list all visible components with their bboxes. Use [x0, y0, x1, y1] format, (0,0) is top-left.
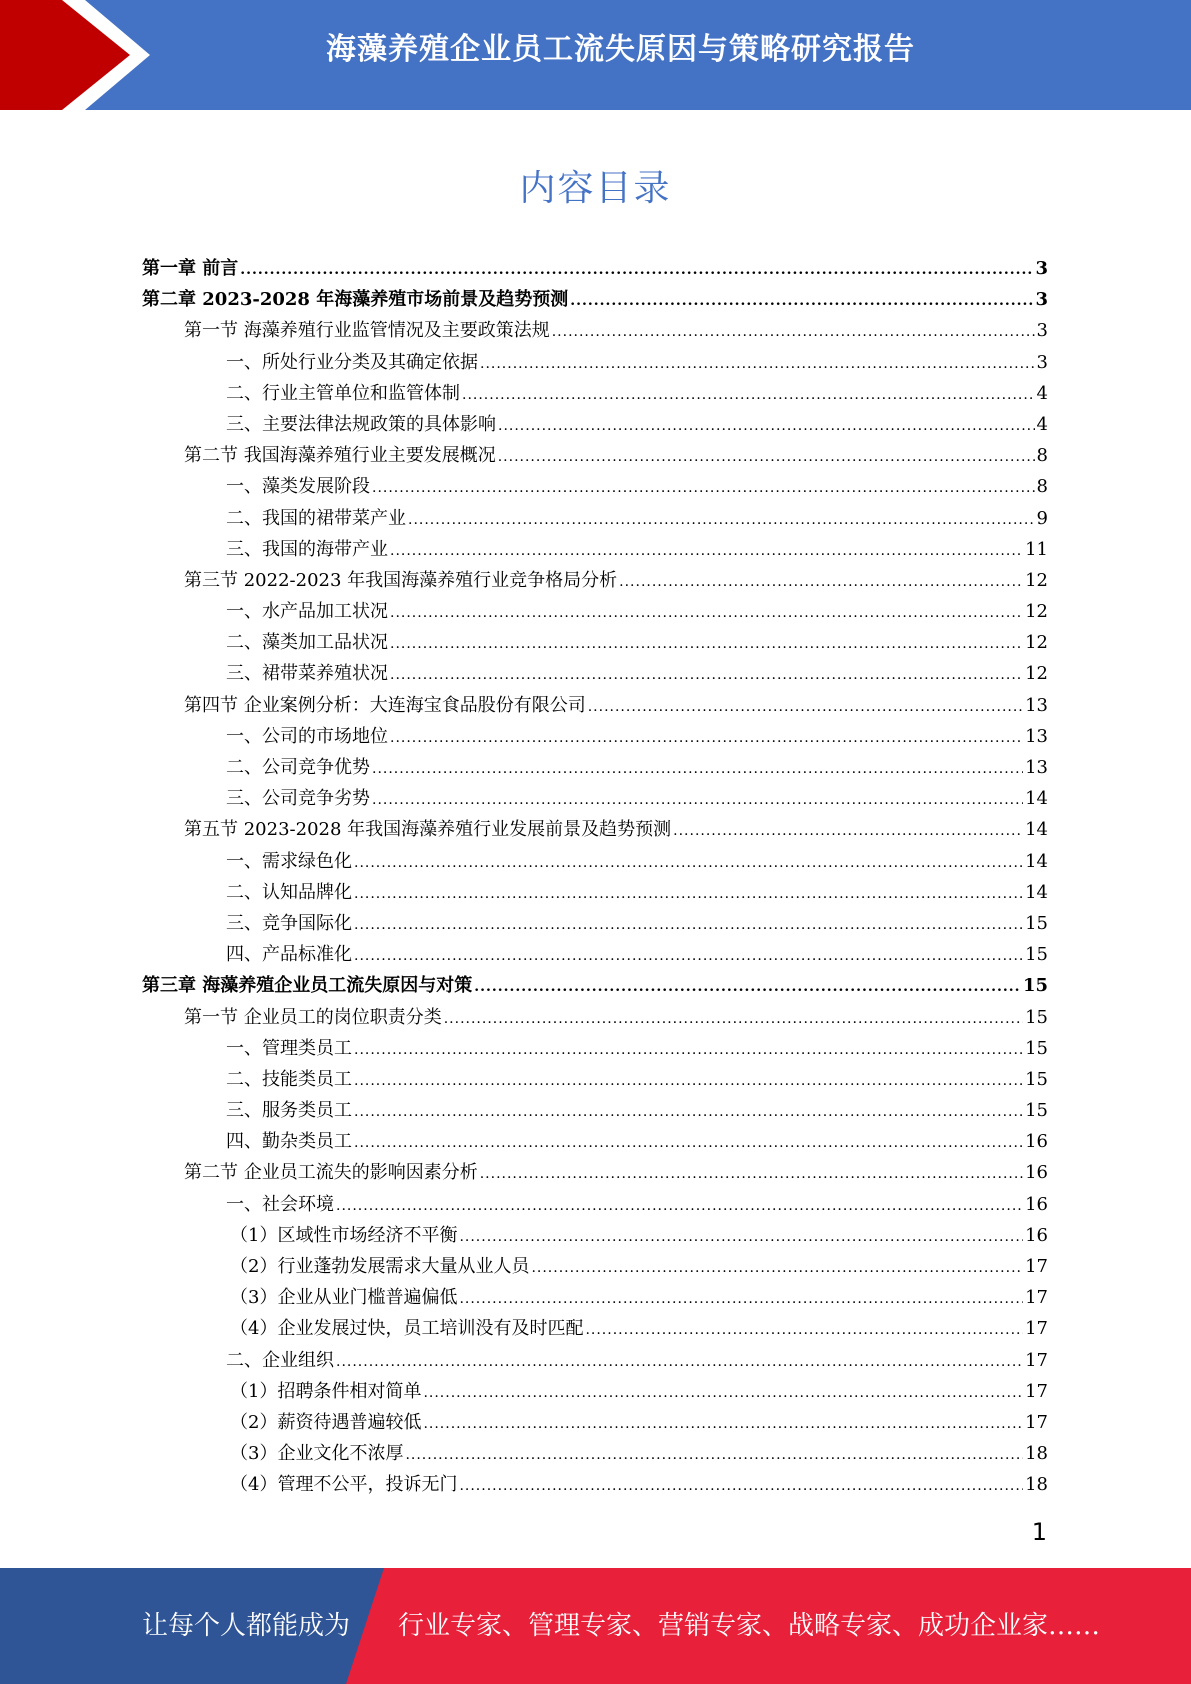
toc-entry-page: 3	[1035, 258, 1048, 279]
toc-entry[interactable]	[142, 1221, 1048, 1252]
toc-leader-dots	[354, 886, 1023, 902]
toc-entry-page: 3	[1035, 289, 1048, 311]
toc-entry-page: 16	[1025, 1193, 1048, 1215]
report-title: 海藻养殖企业员工流失原因与策略研究报告	[326, 32, 915, 67]
toc-entry-page: 14	[1025, 819, 1048, 841]
toc-entry-title: （3）企业文化不浓厚	[230, 1443, 404, 1465]
toc-leader-dots	[390, 543, 1023, 559]
toc-entry-title: 第二节 我国海藻养殖行业主要发展概况	[184, 445, 496, 467]
toc-entry-page: 15	[1025, 944, 1048, 966]
toc-leader-dots	[405, 1447, 1023, 1463]
toc-leader-dots	[390, 730, 1023, 746]
toc-entry-page: 18	[1025, 1443, 1048, 1465]
toc-entry-title: 一、需求绿色化	[226, 850, 352, 872]
toc-entry-title: 二、技能类员工	[226, 1068, 352, 1090]
toc-entry[interactable]	[142, 348, 1048, 379]
toc-leader-dots	[423, 1385, 1023, 1401]
toc-leader-dots	[390, 636, 1023, 652]
toc-entry-title: 二、我国的裙带菜产业	[226, 507, 406, 529]
toc-entry[interactable]	[142, 1034, 1048, 1065]
toc-leader-dots	[336, 1198, 1023, 1214]
toc-entry-title: 三、主要法律法规政策的具体影响	[226, 413, 496, 435]
toc-entry[interactable]	[142, 597, 1048, 628]
toc-entry[interactable]	[142, 1408, 1048, 1439]
toc-entry-page: 17	[1025, 1411, 1048, 1433]
toc-entry-title: 三、公司竞争劣势	[226, 788, 370, 810]
toc-leader-dots	[619, 574, 1023, 590]
toc-entry-title: （1）区域性市场经济不平衡	[230, 1224, 458, 1246]
toc-entry-page: 14	[1025, 788, 1048, 810]
toc-leader-dots	[459, 1478, 1023, 1494]
header-arrow-decoration	[0, 0, 150, 110]
toc-entry-title: 一、社会环境	[226, 1193, 334, 1215]
toc-entry-page: 11	[1025, 538, 1048, 560]
toc-entry-page: 17	[1025, 1380, 1048, 1402]
toc-entry-page: 17	[1025, 1287, 1048, 1309]
toc-leader-dots	[570, 293, 1033, 309]
toc-entry[interactable]	[142, 472, 1048, 503]
toc-leader-dots	[474, 979, 1021, 995]
toc-entry-page: 13	[1025, 757, 1048, 778]
toc-entry-title: 一、所处行业分类及其确定依据	[226, 351, 478, 373]
toc-entry[interactable]	[142, 847, 1048, 878]
toc-entry-title: 第三节 2022-2023 年我国海藻养殖行业竞争格局分析	[184, 569, 618, 591]
toc-entry[interactable]	[142, 504, 1048, 535]
toc-entry-page: 15	[1025, 1100, 1048, 1122]
toc-leader-dots	[372, 792, 1023, 808]
toc-entry-title: 三、竞争国际化	[226, 912, 352, 934]
toc-entry-title: 二、认知品牌化	[226, 881, 352, 903]
toc-entry-title: 二、藻类加工品状况	[226, 632, 388, 654]
toc-leader-dots	[390, 667, 1023, 683]
toc-entry-page: 13	[1025, 694, 1048, 716]
toc-entry[interactable]	[142, 628, 1048, 659]
toc-leader-dots	[498, 418, 1035, 434]
toc-entry-page: 15	[1025, 1068, 1048, 1090]
toc-entry-page: 16	[1025, 1224, 1048, 1246]
toc-entry[interactable]	[142, 722, 1048, 753]
toc-entry[interactable]	[142, 1439, 1048, 1470]
toc-entry-title: 二、公司竞争优势	[226, 757, 370, 778]
toc-entry-title: 第一节 企业员工的岗位职责分类	[184, 1006, 442, 1028]
toc-entry-title: 一、水产品加工状况	[226, 601, 388, 623]
toc-entry[interactable]	[142, 909, 1048, 940]
toc-entry[interactable]	[142, 971, 1048, 1002]
toc-entry[interactable]	[142, 940, 1048, 971]
toc-entry[interactable]	[142, 878, 1048, 909]
toc-entry[interactable]	[142, 1252, 1048, 1283]
toc-entry-page: 16	[1025, 1131, 1048, 1153]
toc-leader-dots	[336, 1354, 1023, 1370]
toc-leader-dots	[240, 262, 1033, 278]
footer-banner	[0, 1568, 1191, 1684]
toc-entry[interactable]	[142, 1470, 1048, 1501]
toc-entry[interactable]	[142, 659, 1048, 690]
toc-entry[interactable]	[142, 441, 1048, 472]
toc-entry-title: 第三章 海藻养殖企业员工流失原因与对策	[142, 975, 473, 997]
toc-leader-dots	[372, 761, 1023, 777]
toc-entry[interactable]	[142, 379, 1048, 410]
toc-entry-page: 12	[1025, 632, 1048, 654]
toc-entry-title: （3）企业从业门槛普遍偏低	[230, 1287, 458, 1309]
toc-leader-dots	[390, 605, 1023, 621]
toc-entry[interactable]	[142, 1096, 1048, 1127]
table-of-contents	[142, 254, 1048, 1502]
toc-entry-title: 三、裙带菜养殖状况	[226, 663, 388, 685]
toc-entry-title: 四、产品标准化	[226, 944, 352, 966]
toc-entry-page: 3	[1036, 320, 1048, 342]
page-number: 1	[1031, 1518, 1047, 1546]
toc-leader-dots	[480, 356, 1035, 372]
toc-entry[interactable]	[142, 784, 1048, 815]
toc-leader-dots	[673, 823, 1023, 839]
toc-leader-dots	[498, 449, 1035, 465]
toc-entry-page: 15	[1022, 975, 1048, 997]
footer-slogan-left: 让每个人都能成为	[142, 1611, 351, 1641]
toc-entry-page: 16	[1025, 1162, 1048, 1184]
toc-entry[interactable]	[142, 753, 1048, 784]
toc-entry-title: 四、勤杂类员工	[226, 1131, 352, 1153]
toc-entry-title: （4）管理不公平，投诉无门	[230, 1474, 458, 1496]
toc-entry-page: 14	[1025, 881, 1048, 903]
toc-entry-title: 第五节 2023-2028 年我国海藻养殖行业发展前景及趋势预测	[184, 819, 672, 841]
toc-leader-dots	[372, 480, 1035, 496]
toc-entry[interactable]	[142, 285, 1048, 316]
toc-heading: 内容目录	[519, 168, 672, 209]
toc-leader-dots	[408, 512, 1035, 528]
toc-entry[interactable]	[142, 316, 1048, 347]
toc-entry-page: 18	[1025, 1474, 1048, 1496]
toc-entry-title: 一、公司的市场地位	[226, 725, 388, 747]
toc-entry-page: 12	[1025, 569, 1048, 591]
toc-entry-title: 第二节 企业员工流失的影响因素分析	[184, 1162, 478, 1184]
toc-entry-page: 8	[1036, 445, 1048, 467]
header-banner	[0, 0, 1191, 110]
toc-entry-page: 17	[1025, 1256, 1048, 1277]
toc-entry-page: 4	[1036, 413, 1048, 435]
toc-leader-dots	[354, 917, 1023, 933]
toc-entry-page: 15	[1025, 912, 1048, 934]
toc-entry-title: 第一节 海藻养殖行业监管情况及主要政策法规	[184, 320, 550, 342]
toc-entry-page: 14	[1025, 850, 1048, 872]
footer-slogan-right: 行业专家、管理专家、营销专家、战略专家、成功企业家……	[398, 1611, 1101, 1641]
toc-leader-dots	[588, 699, 1023, 715]
toc-entry-title: 第一章 前言	[142, 258, 239, 279]
toc-entry-title: （2）行业蓬勃发展需求大量从业人员	[230, 1256, 530, 1277]
toc-entry-title: 二、企业组织	[226, 1349, 334, 1371]
toc-entry-title: （2）薪资待遇普遍较低	[230, 1411, 422, 1433]
toc-leader-dots	[444, 1011, 1023, 1027]
toc-entry-page: 13	[1025, 725, 1048, 747]
toc-entry[interactable]	[142, 410, 1048, 441]
toc-entry[interactable]	[142, 1127, 1048, 1158]
toc-entry-title: 第四节 企业案例分析：大连海宝食品股份有限公司	[184, 694, 586, 716]
toc-leader-dots	[552, 324, 1035, 340]
toc-leader-dots	[585, 1322, 1023, 1338]
toc-leader-dots	[459, 1291, 1023, 1307]
toc-entry-page: 9	[1036, 507, 1048, 529]
toc-entry[interactable]	[142, 1158, 1048, 1189]
toc-entry-title: 第二章 2023-2028 年海藻养殖市场前景及趋势预测	[142, 289, 569, 311]
toc-entry-page: 17	[1025, 1349, 1048, 1371]
toc-entry-title: 一、管理类员工	[226, 1037, 352, 1059]
toc-entry-page: 8	[1036, 476, 1048, 498]
toc-entry[interactable]	[142, 535, 1048, 566]
toc-entry-page: 15	[1025, 1037, 1048, 1059]
toc-entry-page: 12	[1025, 601, 1048, 623]
toc-entry[interactable]	[142, 1377, 1048, 1408]
toc-entry-page: 12	[1025, 663, 1048, 685]
toc-leader-dots	[423, 1416, 1023, 1432]
toc-entry-title: 二、行业主管单位和监管体制	[226, 382, 460, 404]
toc-leader-dots	[354, 948, 1023, 964]
toc-entry-title: （4）企业发展过快，员工培训没有及时匹配	[230, 1318, 584, 1340]
toc-leader-dots	[354, 1042, 1023, 1058]
toc-leader-dots	[354, 1135, 1023, 1151]
toc-entry[interactable]	[142, 254, 1048, 285]
toc-entry[interactable]	[142, 1314, 1048, 1345]
toc-entry[interactable]	[142, 1003, 1048, 1034]
toc-leader-dots	[354, 1073, 1023, 1089]
toc-entry-title: 三、服务类员工	[226, 1100, 352, 1122]
toc-entry-title: （1）招聘条件相对简单	[230, 1380, 422, 1402]
toc-entry[interactable]	[142, 1346, 1048, 1377]
toc-leader-dots	[480, 1166, 1023, 1182]
toc-entry[interactable]	[142, 815, 1048, 846]
toc-entry[interactable]	[142, 1190, 1048, 1221]
toc-entry[interactable]	[142, 691, 1048, 722]
toc-entry[interactable]	[142, 1065, 1048, 1096]
toc-entry-title: 三、我国的海带产业	[226, 538, 388, 560]
toc-entry-page: 17	[1025, 1318, 1048, 1340]
toc-entry[interactable]	[142, 1283, 1048, 1314]
toc-leader-dots	[354, 855, 1023, 871]
toc-entry-page: 15	[1025, 1006, 1048, 1028]
toc-leader-dots	[531, 1260, 1023, 1276]
toc-leader-dots	[354, 1104, 1023, 1120]
toc-entry-page: 4	[1036, 382, 1048, 404]
toc-entry-title: 一、藻类发展阶段	[226, 476, 370, 498]
toc-entry-page: 3	[1036, 351, 1048, 373]
toc-leader-dots	[459, 1229, 1023, 1245]
toc-leader-dots	[462, 387, 1035, 403]
toc-entry[interactable]	[142, 566, 1048, 597]
